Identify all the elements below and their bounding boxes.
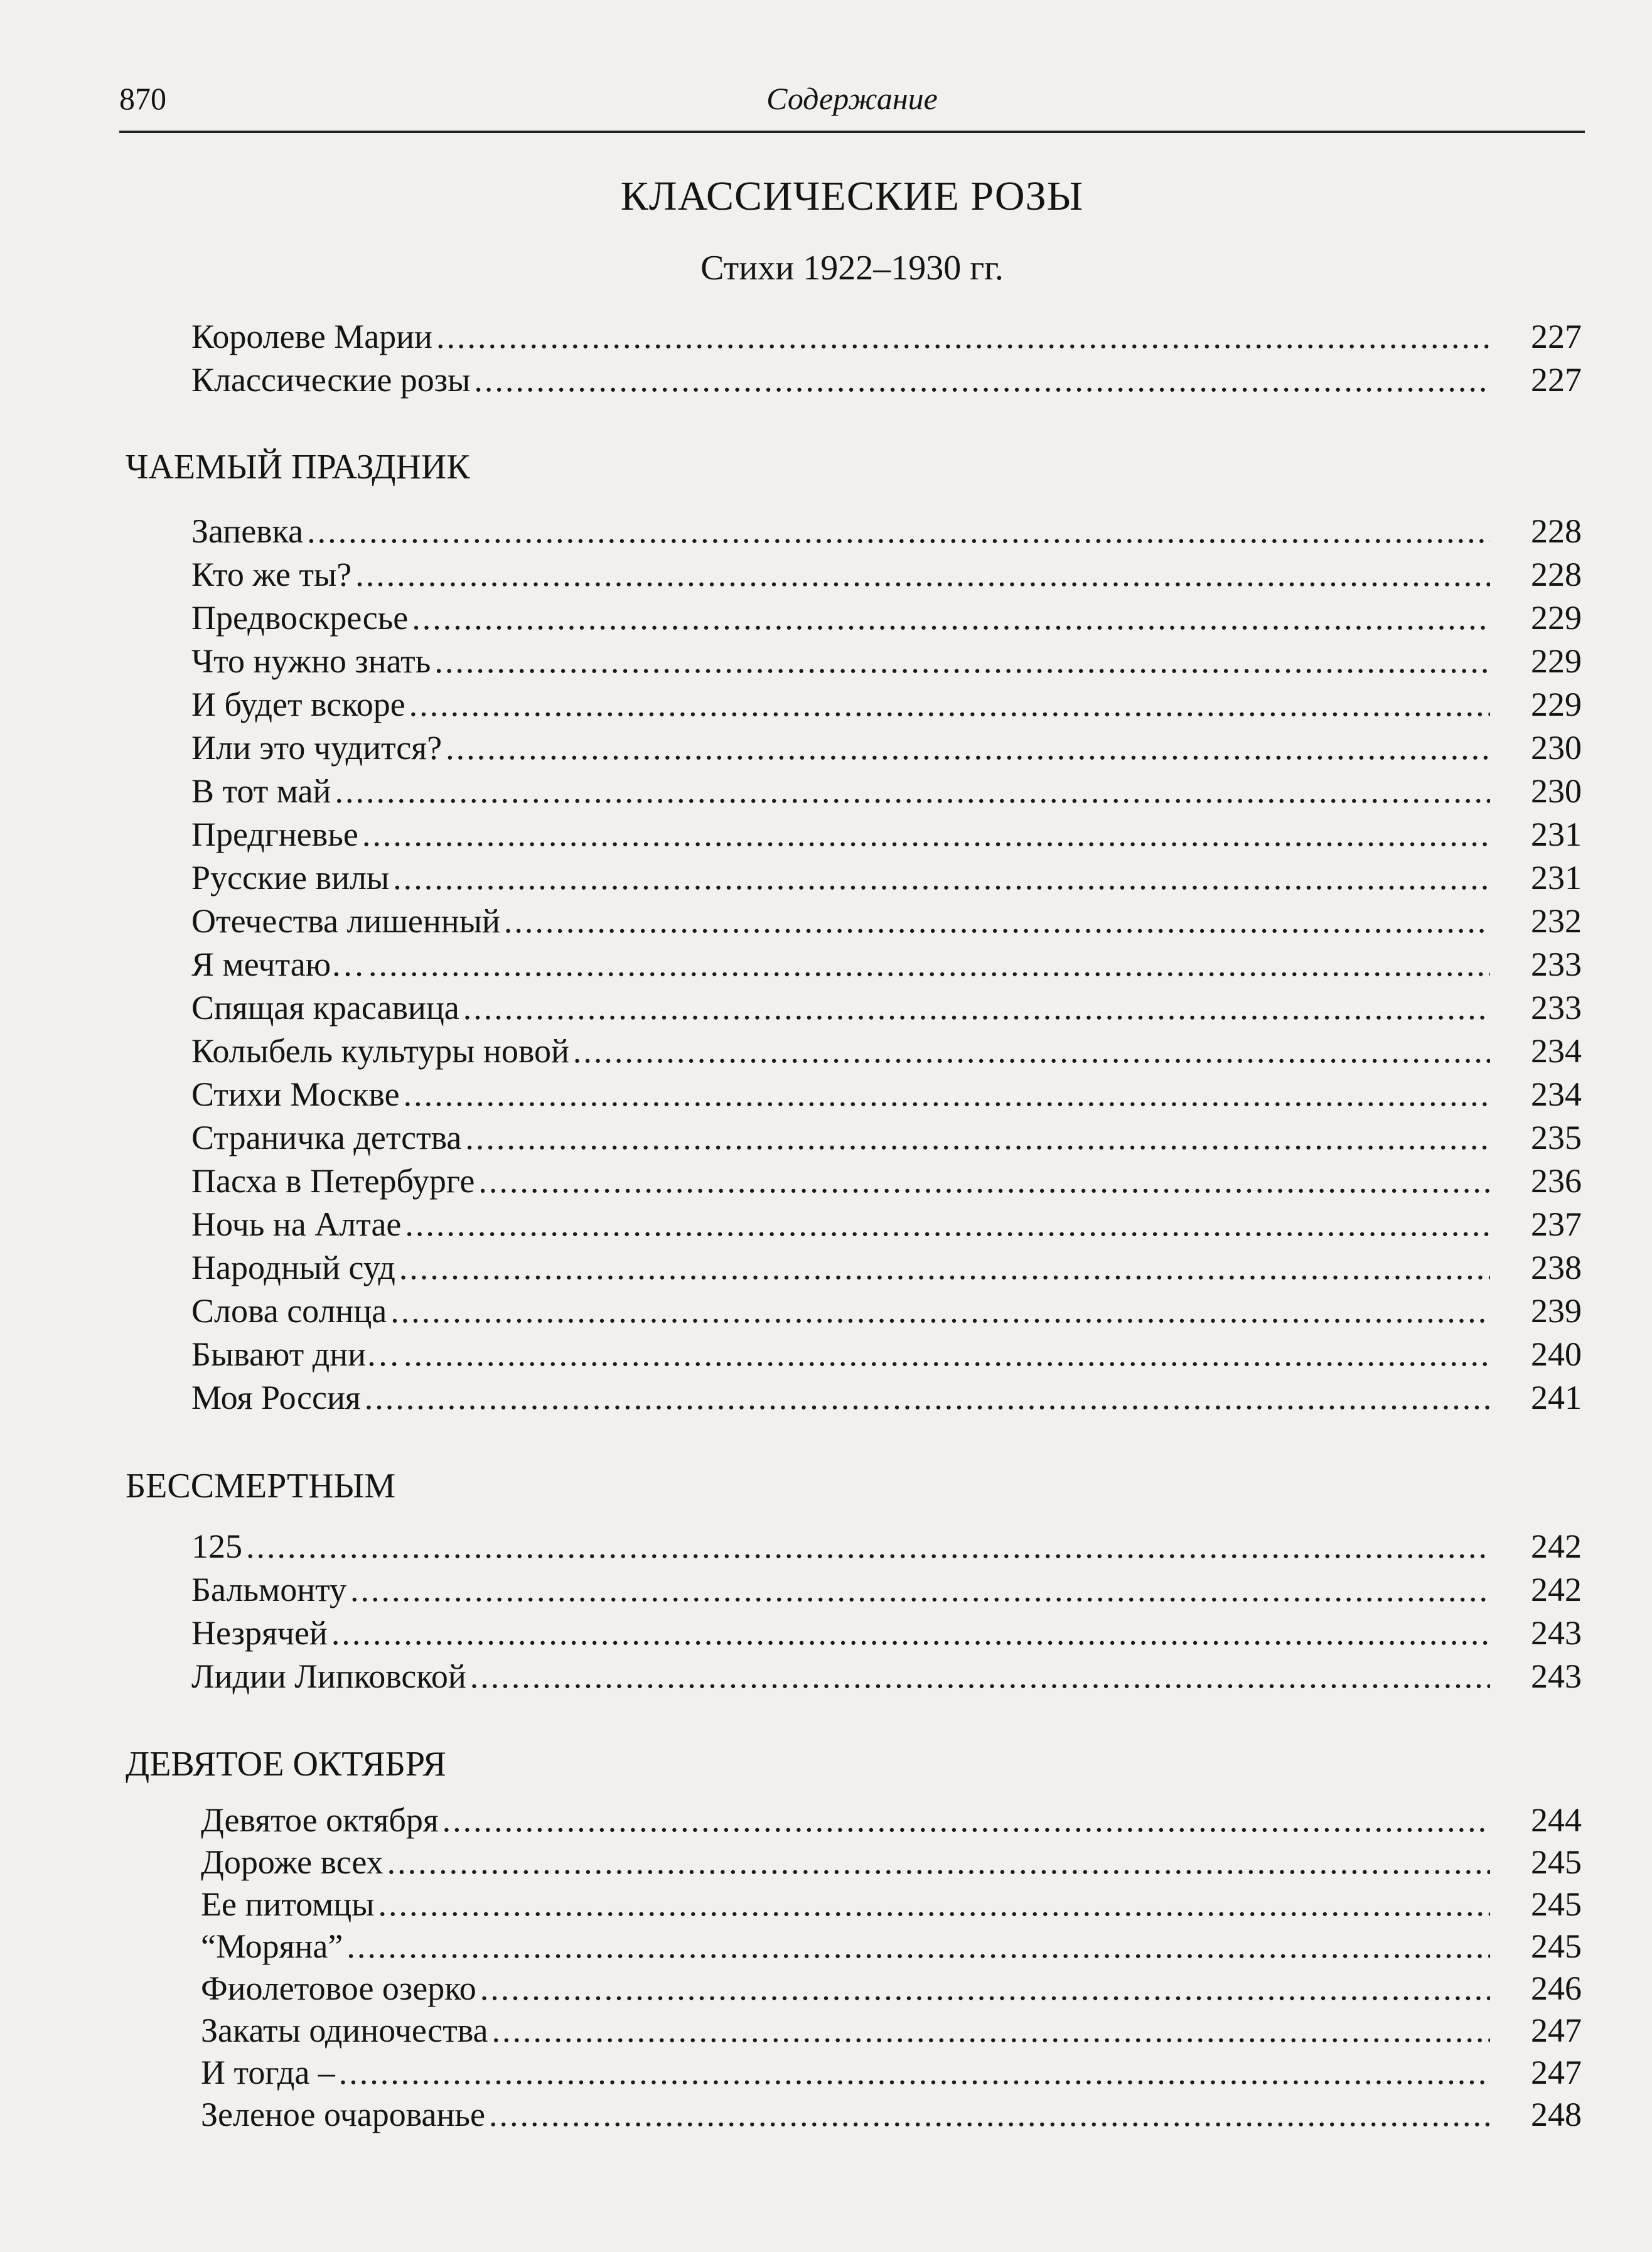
toc-list-bessmertnym [191,1527,1582,1700]
toc-entry [191,772,1582,815]
toc-entry-title: Бальмонту [191,1571,346,1608]
toc-leader-dots [474,360,1490,399]
toc-leader-dots [470,1657,1490,1696]
toc-entry [191,902,1582,945]
toc-entry [201,2053,1582,2095]
toc-leader-dots [399,1248,1490,1287]
toc-entry-title: И будет вскоре [191,686,405,723]
toc-entry-title: Спящая красавица [191,989,459,1026]
toc-entry-page: 243 [1531,1657,1582,1695]
toc-leader-dots [346,1927,1490,1966]
toc-entry-title: Дороже всех [201,1843,384,1881]
toc-entry-title: 125 [191,1527,242,1565]
toc-leader-dots [573,1032,1490,1070]
toc-leader-dots [339,2053,1490,2092]
toc-entry-page: 238 [1531,1249,1582,1286]
toc-entry-title: Фиолетовое озерко [201,1969,476,2007]
toc-entry-title: Классические розы [191,361,471,399]
toc-entry-page: 231 [1531,859,1582,897]
toc-entry-title: Девятое октября [201,1801,439,1839]
toc-entry-title: Бывают дни… [191,1335,400,1373]
toc-entry-title: Отечества лишенный [191,902,500,940]
toc-leader-dots [412,598,1490,637]
toc-leader-dots [436,317,1490,356]
toc-entry-title: Кто же ты? [191,556,352,593]
toc-entry [191,1657,1582,1700]
running-head [119,74,1585,131]
toc-leader-dots [335,772,1490,811]
toc-entry [201,2095,1582,2137]
toc-entry-page: 242 [1531,1527,1582,1565]
toc-leader-dots [409,685,1490,724]
toc-list-chaemyi-prazdnik [191,512,1582,1421]
toc-leader-dots [390,1291,1490,1330]
toc-entry [191,512,1582,555]
toc-entry-title: Или это чудится? [191,729,442,767]
toc-entry [191,1205,1582,1248]
toc-leader-dots [434,642,1490,681]
toc-leader-dots [504,902,1490,940]
toc-entry [201,1969,1582,2011]
toc-leader-dots [465,1118,1490,1157]
toc-entry-title: Королеве Марии [191,318,432,355]
toc-entry-title: Русские вилы [191,859,390,897]
toc-entry-page: 233 [1531,989,1582,1026]
toc-leader-dots [480,1969,1490,2008]
header-rule [119,131,1585,133]
section-title-devyatoe-oktyabrya: ДЕВЯТОЕ ОКТЯБРЯ [126,1745,446,1784]
toc-entry-title: Что нужно знать [191,642,431,680]
running-title: Содержание [766,81,938,116]
toc-entry-page: 228 [1531,512,1582,550]
toc-entry-page: 236 [1531,1162,1582,1200]
toc-leader-dots [355,555,1490,594]
toc-entry-page: 232 [1531,902,1582,940]
toc-entry-page: 228 [1531,556,1582,593]
toc-entry-title: Народный суд [191,1249,395,1286]
toc-entry-page: 237 [1531,1205,1582,1243]
toc-entry-page: 230 [1531,772,1582,810]
toc-entry-title: Ночь на Алтае [191,1205,402,1243]
toc-entry [191,1570,1582,1614]
toc-entry [191,945,1582,988]
toc-entry-page: 248 [1531,2096,1582,2133]
section-title-bessmertnym: БЕССМЕРТНЫМ [126,1467,396,1506]
toc-entry [191,1614,1582,1657]
toc-entry [201,1843,1582,1885]
toc-entry-title: Колыбель культуры новой [191,1032,569,1070]
toc-entry [191,815,1582,858]
toc-entry-page: 247 [1531,2054,1582,2091]
main-title: КЛАССИЧЕСКИЕ РОЗЫ [620,173,1084,219]
toc-leader-dots [246,1527,1490,1566]
toc-entry-page: 227 [1531,318,1582,355]
toc-entry-title: Незрячей [191,1614,328,1652]
toc-entry-page: 243 [1531,1614,1582,1652]
toc-entry-title: Слова солнца [191,1292,387,1330]
toc-entry-page: 240 [1531,1335,1582,1373]
toc-entry-title: Лидии Липковской [191,1657,466,1695]
toc-entry [201,1801,1582,1843]
toc-entry-page: 230 [1531,729,1582,767]
toc-leader-dots [307,512,1490,551]
toc-leader-dots [404,1075,1490,1114]
toc-entry [201,1927,1582,1969]
sub-title: Стихи 1922–1930 гг. [700,249,1004,288]
toc-leader-dots [368,945,1490,984]
toc-leader-dots [492,2011,1491,2050]
toc-entry [201,1885,1582,1927]
toc-entry [191,1291,1582,1335]
toc-entry-title: Стихи Москве [191,1075,400,1113]
toc-list-classic-roses [191,317,1582,404]
toc-entry [191,1248,1582,1291]
toc-entry-title: Пасха в Петербурге [191,1162,475,1200]
toc-entry [191,642,1582,685]
toc-entry-title: Я мечтаю… [191,946,365,983]
toc-entry [191,1378,1582,1421]
toc-list-devyatoe-oktyabrya [201,1801,1582,2137]
toc-leader-dots [442,1801,1490,1840]
toc-entry [191,1335,1582,1378]
toc-entry-page: 247 [1531,2012,1582,2049]
toc-entry-title: Предвоскресье [191,599,409,637]
toc-entry-title: Моя Россия [191,1379,361,1416]
toc-entry-page: 245 [1531,1927,1582,1965]
toc-entry-title: Ее питомцы [201,1885,375,1923]
toc-entry-page: 227 [1531,361,1582,399]
toc-entry-title: Зеленое очарованье [201,2096,485,2133]
toc-leader-dots [378,1885,1490,1924]
toc-entry-title: В тот май [191,772,331,810]
toc-entry-page: 239 [1531,1292,1582,1330]
toc-leader-dots [489,2095,1490,2134]
toc-entry [191,598,1582,642]
toc-entry-title: Страничка детства [191,1119,462,1156]
toc-entry-title: Предгневье [191,816,358,853]
toc-entry [191,728,1582,772]
toc-leader-dots [365,1378,1490,1417]
toc-entry [191,1161,1582,1205]
toc-entry-page: 245 [1531,1843,1582,1881]
toc-entry [191,988,1582,1032]
toc-leader-dots [393,858,1490,897]
toc-entry-page: 234 [1531,1075,1582,1113]
toc-entry [191,1075,1582,1118]
toc-entry [201,2011,1582,2053]
toc-entry [191,1527,1582,1570]
toc-entry [191,360,1582,404]
toc-leader-dots [446,728,1490,767]
toc-entry-page: 241 [1531,1379,1582,1416]
toc-entry-title: “Моряна” [201,1927,343,1965]
toc-entry-page: 233 [1531,946,1582,983]
page-number: 870 [119,81,166,116]
toc-leader-dots [463,988,1490,1027]
toc-entry-page: 229 [1531,599,1582,637]
toc-entry [191,317,1582,360]
toc-leader-dots [331,1614,1490,1652]
toc-entry-page: 234 [1531,1032,1582,1070]
toc-entry [191,555,1582,598]
toc-entry [191,858,1582,902]
toc-entry-page: 229 [1531,642,1582,680]
toc-leader-dots [478,1161,1490,1200]
toc-entry-page: 242 [1531,1571,1582,1608]
toc-leader-dots [350,1570,1490,1609]
toc-entry-title: Закаты одиночества [201,2012,488,2049]
toc-entry-title: Запевка [191,512,304,550]
toc-entry-page: 246 [1531,1969,1582,2007]
toc-entry [191,685,1582,728]
toc-leader-dots [404,1335,1490,1374]
toc-entry [191,1032,1582,1075]
toc-leader-dots [405,1205,1490,1244]
toc-entry [191,1118,1582,1161]
toc-entry-page: 231 [1531,816,1582,853]
section-title-chaemyi-prazdnik: ЧАЕМЫЙ ПРАЗДНИК [126,448,470,487]
toc-leader-dots [362,815,1490,854]
toc-leader-dots [387,1843,1490,1882]
toc-entry-page: 245 [1531,1885,1582,1923]
toc-entry-page: 229 [1531,686,1582,723]
toc-entry-page: 235 [1531,1119,1582,1156]
toc-entry-page: 244 [1531,1801,1582,1839]
toc-entry-title: И тогда – [201,2054,335,2091]
